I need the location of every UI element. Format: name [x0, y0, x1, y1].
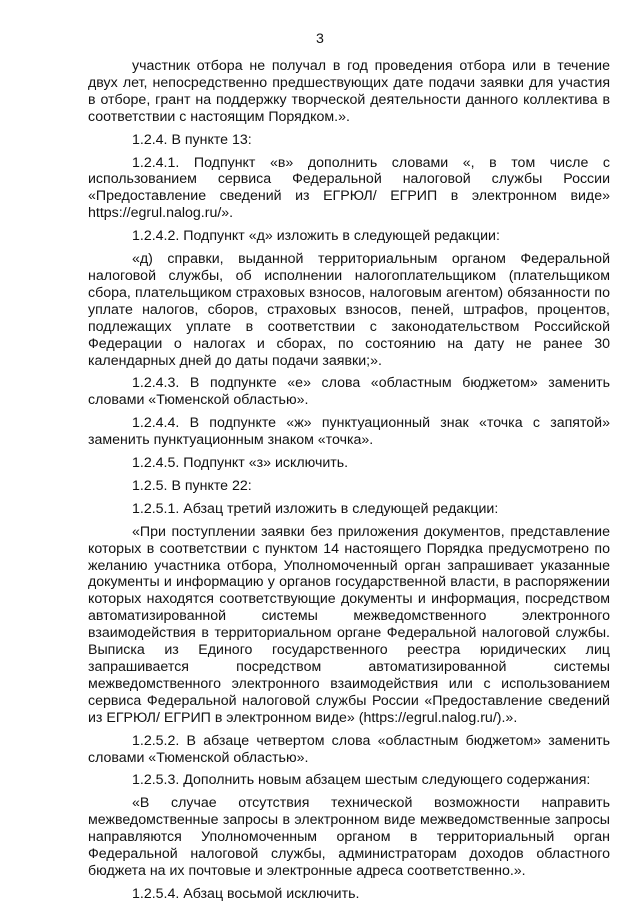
paragraph-1-2-5-4: 1.2.5.4. Абзац восьмой исключить. [132, 885, 360, 902]
paragraph-continuation: участник отбора не получал в год проведения отбора или в течение двух лет, непосредственно предшествующих дате подачи заявки для участия в отборе, грант на поддержку творческой деятельности данного коллектива в соответствии с настоящим Порядком.». [88, 58, 610, 125]
paragraph-1-2-5: 1.2.5. В пункте 22: [132, 477, 252, 494]
paragraph-quote-abzac-6: «В случае отсутствия технической возможности направить межведомственные запросы в электронном виде межведомственные запросы направляются Уполномоченным органом в территориальный орган Федеральной налоговой службы, администраторам доходов областного бюджета на их почтовые и электронные адреса соответственно.». [88, 795, 610, 879]
paragraph-1-2-4-2: 1.2.4.2. Подпункт «д» изложить в следующей редакции: [132, 228, 500, 245]
paragraph-quote-d: «д) справки, выданной территориальным органом Федеральной налоговой службы, об исполнении налогоплательщиком (плательщиком сбора, плательщиком страховых взносов, налоговым агентом) обязанности по уплате налогов, сборов, страховых взносов, пеней, штрафов, процентов, подлежащих уплате в соответствии с законодательством Российской Федерации о налогах и сборах, по состоянию на дату не ранее 30 календарных дней до даты подачи заявки;». [88, 251, 610, 369]
paragraph-1-2-4-1: 1.2.4.1. Подпункт «в» дополнить словами «, в том числе с использованием сервиса Федеральной налоговой службы России «Предоставление сведений из ЕГРЮЛ/ ЕГРИП в электронном виде» https://egrul.nalog.ru/». [88, 154, 610, 222]
paragraph-1-2-5-2: 1.2.5.2. В абзаце четвертом слова «областным бюджетом» заменить словами «Тюменской областью». [88, 732, 610, 766]
paragraph-quote-abzac-3: «При поступлении заявки без приложения документов, представление которых в соответствии с пунктом 14 настоящего Порядка предусмотрено по желанию участника отбора, Уполномоченный орган запрашивает указанные документы и информацию у органов государственной власти, в распоряжении которых находятся соответствующие документы и информация, посредством автоматизированной системы межведомственного электронного взаимодействия в территориальном органе Федеральной налоговой службы. Выписка из Единого государственного реестра юридических лиц запрашивается посредством автоматизированной системы межведомственного электронного взаимодействия или с использованием сервиса Федеральной налоговой службы России «Предоставление сведений из ЕГРЮЛ/ ЕГРИП в электронном виде» (https://egrul.nalog.ru/).». [88, 523, 610, 726]
page-number: 3 [316, 31, 324, 47]
document-body [88, 58, 610, 903]
paragraph-1-2-4-5: 1.2.4.5. Подпункт «з» исключить. [132, 455, 349, 472]
paragraph-1-2-4-3: 1.2.4.3. В подпункте «е» слова «областным бюджетом» заменить словами «Тюменской областью». [88, 375, 610, 409]
paragraph-1-2-5-3: 1.2.5.3. Дополнить новым абзацем шестым следующего содержания: [132, 772, 591, 789]
paragraph-1-2-4-4: 1.2.4.4. В подпункте «ж» пунктуационный знак «точка с запятой» заменить пунктуационным знаком «точка». [88, 415, 610, 449]
paragraph-1-2-5-1: 1.2.5.1. Абзац третий изложить в следующей редакции: [132, 500, 499, 517]
paragraph-1-2-4: 1.2.4. В пункте 13: [132, 131, 252, 148]
